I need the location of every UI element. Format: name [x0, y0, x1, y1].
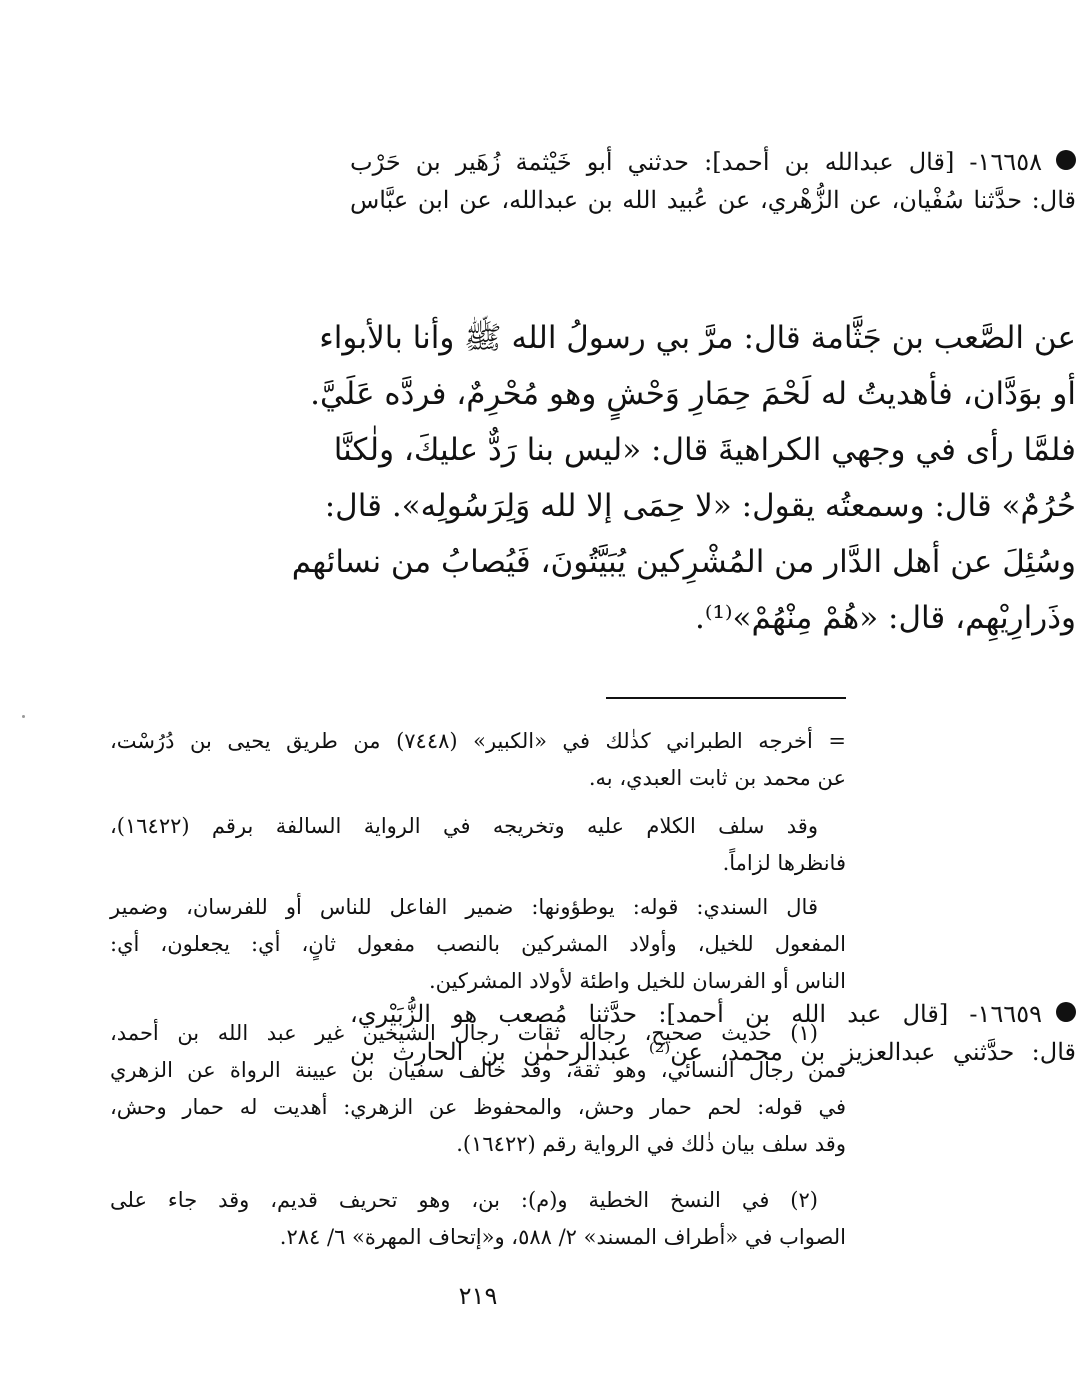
hadith-bullet-icon — [1056, 1002, 1076, 1022]
isnad-line: ١٦٦٥٨- [قال عبدالله بن أحمد]: حدثني أبو خَيْثمة زُهَير بن حَرْب — [350, 148, 1042, 176]
footnote-line: = أخرجه الطبراني كذٰلك في «الكبير» (٧٤٤٨) من طريق يحيى بن دُرُسْت، — [110, 729, 846, 753]
footnote-line: فمن رجال النسائي، وهو ثقة، وقد خالف سفيان بن عيينة الرواة عن الزهري — [110, 1058, 846, 1082]
scan-speck — [22, 715, 25, 718]
footnote-line: وقد سلف الكلام عليه وتخريجه في الرواية السالفة برقم (١٦٤٢٢)، — [110, 814, 818, 838]
footnote-separator — [606, 697, 846, 699]
footnote-line: (١) حديث صحيح، رجاله ثقات رجال الشيخين غير عبد الله بن أحمد، — [110, 1021, 818, 1045]
footnote-line: الناس أو الفرسان للخيل واطئة لأولاد المشركين. — [428, 969, 846, 993]
matn-line: وسُئِلَ عن أهل الدَّار من المُشْرِكين يُبَيَّتُونَ، فَيُصابُ من نسائهم — [291, 544, 1076, 580]
footnote-paragraph — [110, 808, 846, 882]
hadith-16658-matn — [291, 310, 1076, 646]
matn-line: أو بوَدَّان، فأهديتُ له لَحْمَ حِمَارِ وَحْشٍ وهو مُحْرِمٌ، فردَّه عَلَيَّ. — [310, 376, 1076, 412]
hadith-16658 — [350, 143, 1076, 219]
footnote-2 — [110, 1182, 846, 1256]
isnad-line: ١٦٦٥٩- [قال عبد الله بن أحمد]: حدَّثنا مُصعب هو الزُّبَيْري، — [350, 1000, 1042, 1028]
isnad-line: قال: حدَّثني عبدالعزيز بن محمد، عن⁽²⁾ عبدالرحمٰن بن الحارث بن — [350, 1038, 1076, 1066]
footnote-continuation — [110, 723, 846, 797]
footnote-line: (٢) في النسخ الخطية و(م): بن، وهو تحريف قديم، وقد جاء على — [110, 1188, 818, 1212]
hadith-bullet-icon — [1056, 150, 1076, 170]
footnote-line: قال السندي: قوله: يوطؤونها: ضمير الفاعل للناس أو للفرسان، وضمير — [110, 895, 818, 919]
isnad-line: قال: حدَّثنا سُفْيان، عن الزُّهْري، عن عُبيد الله بن عبدالله، عن ابن عبَّاس — [350, 186, 1076, 214]
footnote-line: عن محمد بن ثابت العبدي، به. — [588, 766, 846, 790]
matn-line: فلمَّا رأى في وجهي الكراهيةَ قال: «ليس بنا رَدٌّ عليكَ، ولٰكنَّا — [333, 432, 1076, 468]
footnote-line: الصواب في «أطراف المسند» ٢/ ٥٨٨، و«إتحاف المهرة» ٦/ ٢٨٤. — [279, 1225, 846, 1249]
footnote-sindi — [110, 889, 846, 1000]
matn-line: عن الصَّعب بن جَثَّامة قال: مرَّ بي رسولُ الله ﷺ وأنا بالأبواء — [319, 320, 1076, 356]
footnote-line: وقد سلف بيان ذٰلك في الرواية رقم (١٦٤٢٢). — [456, 1132, 846, 1156]
page-number: ٢١٩ — [458, 1282, 498, 1310]
matn-line: وذَرارِيْهِم، قال: «هُمْ مِنْهُمْ»⁽¹⁾. — [695, 600, 1076, 636]
footnote-line: في قوله: لحم حمار وحش، والمحفوظ عن الزهري: أهديت له حمار وحش، — [110, 1095, 846, 1119]
footnote-line: فانظرها لزاماً. — [722, 851, 846, 875]
matn-line: حُرُمٌ» قال: وسمعتُه يقول: «لا حِمَى إلا لله وَلِرَسُولِه». قال: — [324, 488, 1076, 524]
footnote-1 — [110, 1015, 846, 1163]
footnote-line: المفعول للخيل، وأولاد المشركين بالنصب مفعول ثانٍ، أي: يجعلون، أي: — [110, 932, 846, 956]
